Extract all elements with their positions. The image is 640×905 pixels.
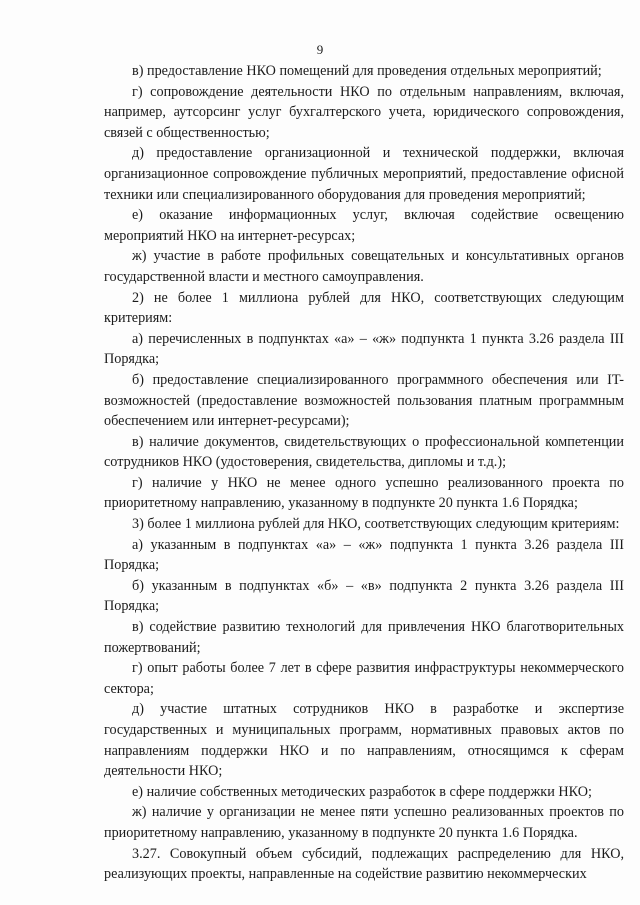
paragraph: д) участие штатных сотрудников НКО в разработке и экспертизе государственных и муниципальных программ, нормативных правовых актов по направлениям поддержки НКО и по направлениям, относящимся к сферам деятельности НКО; — [104, 701, 624, 780]
paragraph: е) оказание информационных услуг, включая содействие освещению мероприятий НКО на интернет-ресурсах; — [104, 207, 624, 244]
paragraph: в) наличие документов, свидетельствующих о профессиональной компетенции сотрудников НКО (удостоверения, свидетельства, дипломы и т.д.); — [104, 433, 624, 471]
paragraph: в) содействие развитию технологий для привлечения НКО благотворительных пожертвований; — [104, 619, 624, 656]
paragraph: ж) участие в работе профильных совещательных и консультативных органов государственной власти и местного самоуправления. — [104, 248, 624, 285]
paragraph: д) предоставление организационной и технической поддержки, включая организационное сопровождение публичных мероприятий, предоставление офисной техники или специализированного оборудования для проведения мероприятий; — [104, 145, 624, 203]
paragraph: б) предоставление специализированного программного обеспечения или IT-возможностей (предоставление возможностей пользования платным программным обеспечением или интернет-ресурсами); — [104, 371, 624, 430]
document-body — [104, 61, 624, 885]
paragraph: 3) более 1 миллиона рублей для НКО, соответствующих следующим критериям: — [132, 516, 620, 533]
page-number: 9 — [316, 42, 324, 57]
paragraph: е) наличие собственных методических разработок в сфере поддержки НКО; — [132, 783, 592, 800]
paragraph: г) наличие у НКО не менее одного успешно реализованного проекта по приоритетному направлению, указанному в подпункте 20 пункта 1.6 Порядка; — [104, 474, 624, 512]
paragraph: г) сопровождение деятельности НКО по отдельным направлениям, включая, например, аутсорсинг услуг бухгалтерского учета, юридического сопровождения, связей с общественностью; — [104, 83, 624, 141]
paragraph: 3.27. Совокупный объем субсидий, подлежащих распределению для НКО, реализующих проекты, направленные на содействие развитию некоммерческих — [104, 845, 624, 883]
paragraph: а) указанным в подпунктах «а» – «ж» подпункта 1 пункта 3.26 раздела III Порядка; — [104, 536, 624, 574]
paragraph: 2) не более 1 миллиона рублей для НКО, соответствующих следующим критериям: — [104, 289, 624, 327]
paragraph: ж) наличие у организации не менее пяти успешно реализованных проектов по приоритетному направлению, указанному в подпункте 20 пункта 1.6 Порядка. — [104, 804, 624, 841]
paragraph: а) перечисленных в подпунктах «а» – «ж» подпункта 1 пункта 3.26 раздела III Порядка; — [104, 330, 624, 368]
paragraph: в) предоставление НКО помещений для проведения отдельных мероприятий; — [132, 63, 602, 79]
paragraph: б) указанным в подпунктах «б» – «в» подпункта 2 пункта 3.26 раздела III Порядка; — [104, 577, 624, 615]
paragraph: г) опыт работы более 7 лет в сфере развития инфраструктуры некоммерческого сектора; — [104, 660, 624, 697]
